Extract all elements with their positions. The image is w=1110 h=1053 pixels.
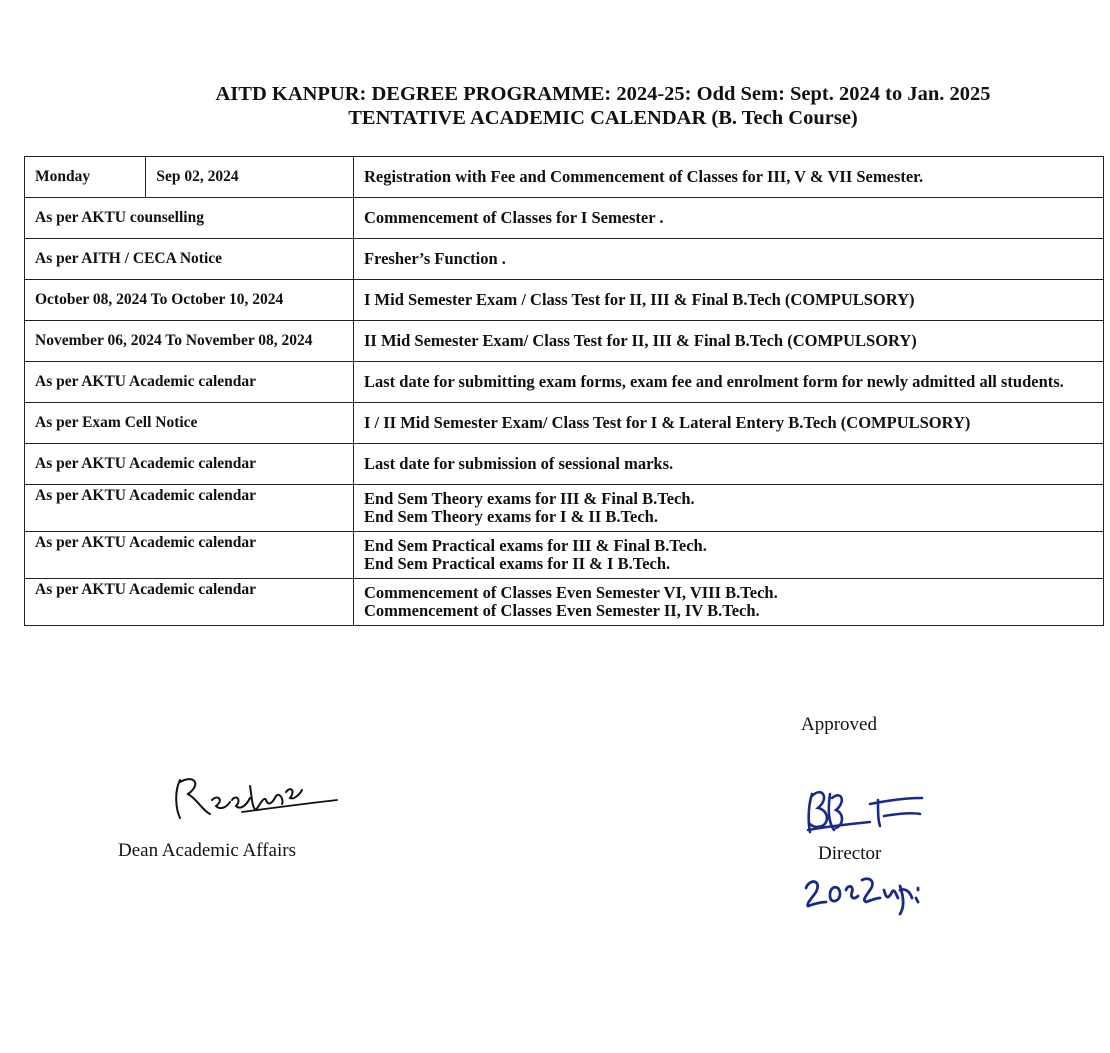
director-label: Director [818,843,882,864]
header-subtitle: TENTATIVE ACADEMIC CALENDAR (B. Tech Course) [348,107,858,129]
row-event-cell [354,321,1104,362]
row-when-cell: October 08, 2024 To October 10, 2024 [25,280,354,321]
director-signature-icon [800,780,930,840]
event-line: I Mid Semester Exam / Class Test for II, III & Final B.Tech (COMPULSORY) [364,290,915,309]
row-event-cell [354,157,1104,198]
header-title: AITD KANPUR: DEGREE PROGRAMME: 2024-25: Odd Sem: Sept. 2024 to Jan. 2025 [215,83,991,105]
row-when-cell: As per AKTU counselling [25,198,354,239]
dean-academic-affairs-label: Dean Academic Affairs [118,840,296,861]
row-event-cell [354,485,1104,532]
event-line: Fresher’s Function . [364,249,506,268]
row-when-cell: As per AKTU Academic calendar [25,362,354,403]
event-line: II Mid Semester Exam/ Class Test for II, III & Final B.Tech (COMPULSORY) [364,331,917,350]
event-line: End Sem Theory exams for I & II B.Tech. [364,507,658,526]
row-event-cell [354,532,1104,579]
row-when-cell: November 06, 2024 To November 08, 2024 [25,321,354,362]
table-row [25,321,1104,362]
row-event-cell [354,239,1104,280]
table-row [25,485,1104,532]
handwritten-date-icon [800,868,930,918]
table-row [25,532,1104,579]
event-line: Last date for submitting exam forms, exam fee and enrolment form for newly admitted all students. [364,372,1064,391]
row-when-cell: As per AKTU Academic calendar [25,485,354,532]
row-event-cell [354,362,1104,403]
event-line: Commencement of Classes for I Semester . [364,208,664,227]
row-when-cell: As per AKTU Academic calendar [25,444,354,485]
event-line: End Sem Practical exams for III & Final B.Tech. [364,536,707,555]
row-when-cell: As per AKTU Academic calendar [25,532,354,579]
event-line: End Sem Theory exams for III & Final B.Tech. [364,489,695,508]
event-line: Commencement of Classes Even Semester VI, VIII B.Tech. [364,583,778,602]
row-date-cell: Sep 02, 2024 [146,157,354,198]
row-when-cell: As per Exam Cell Notice [25,403,354,444]
row-event-cell [354,444,1104,485]
event-line: End Sem Practical exams for II & I B.Tech. [364,554,671,573]
table-row [25,157,1104,198]
event-line: Registration with Fee and Commencement of Classes for III, V & VII Semester. [364,167,924,186]
table-row [25,403,1104,444]
table-row [25,280,1104,321]
table-row [25,362,1104,403]
row-day-cell: Monday [25,157,146,198]
academic-calendar-table [24,156,1104,626]
table-row [25,198,1104,239]
row-when-cell: As per AITH / CECA Notice [25,239,354,280]
row-event-cell [354,198,1104,239]
document-header [0,82,1110,130]
event-line: Last date for submission of sessional marks. [364,454,674,473]
row-event-cell [354,579,1104,626]
event-line: I / II Mid Semester Exam/ Class Test for I & Lateral Entery B.Tech (COMPULSORY) [364,413,971,432]
row-event-cell [354,280,1104,321]
table-row [25,239,1104,280]
table-row [25,444,1104,485]
approved-label: Approved [801,714,877,735]
event-line: Commencement of Classes Even Semester II, IV B.Tech. [364,601,760,620]
dean-signature-icon [172,770,342,825]
table-row [25,579,1104,626]
row-event-cell [354,403,1104,444]
row-when-cell: As per AKTU Academic calendar [25,579,354,626]
